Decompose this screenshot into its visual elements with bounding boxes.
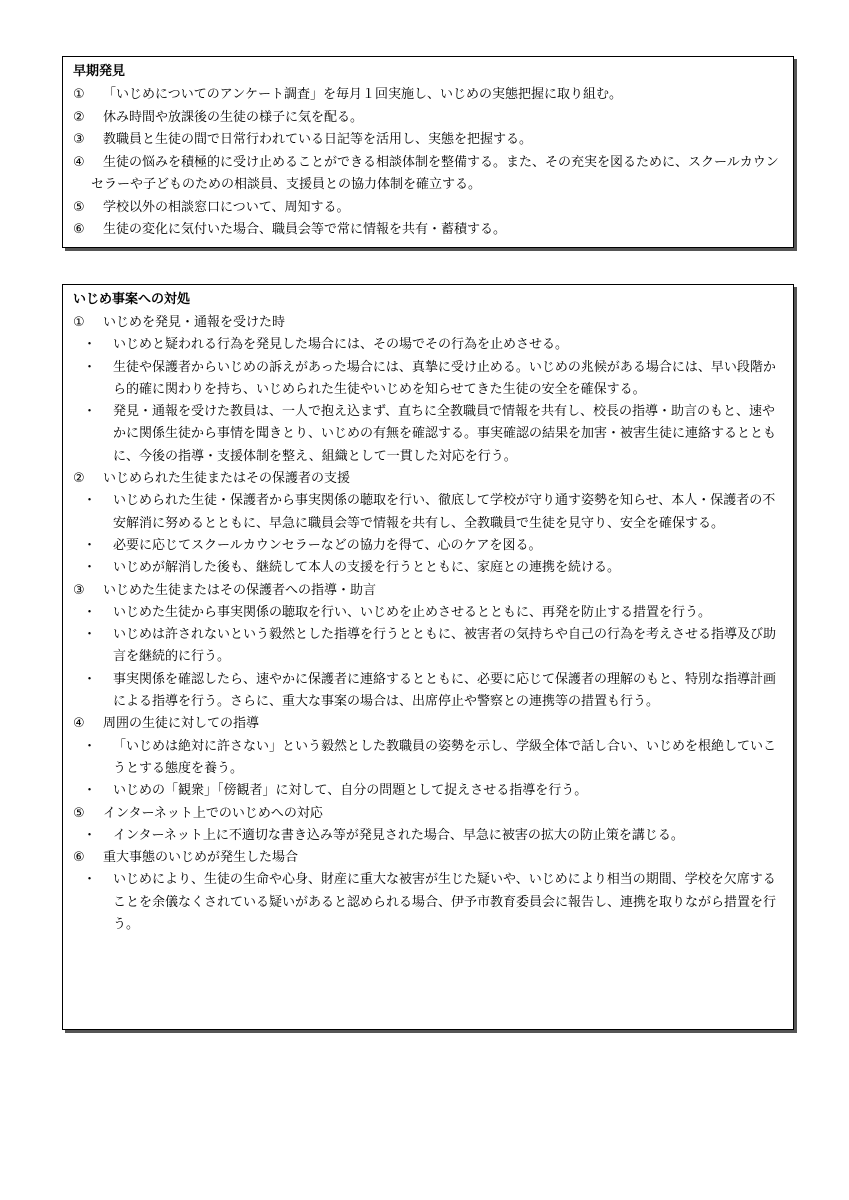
- section-number: ①: [73, 315, 85, 330]
- item-text: 「いじめについてのアンケート調査」を毎月１回実施し、いじめの実態把握に取り組む。: [103, 87, 622, 102]
- early-detection-item: [73, 107, 783, 130]
- early-detection-list: [73, 84, 783, 242]
- section-number: ⑥: [73, 850, 85, 866]
- bullet-text: いじめと疑われる行為を発見した場合には、その場でその行為を止めさせる。: [113, 337, 569, 353]
- section-heading-text: インターネット上でのいじめへの対応: [103, 805, 323, 821]
- response-bullet: [73, 602, 783, 624]
- bullet-mark: ・: [83, 738, 97, 754]
- bullet-mark: ・: [83, 627, 97, 643]
- bullet-text: インターネット上に不適切な書き込み等が発見された場合、早急に被害の拡大の防止策を講じる。: [113, 827, 684, 843]
- response-bullet: [73, 825, 783, 847]
- bullet-text: 事実関係を確認したら、速やかに保護者に連絡するとともに、必要に応じて保護者の理解のもと、特別な指導計画による指導を行う。さらに、重大な事案の場合は、出席停止や警察との連携等の措置も行う。: [113, 671, 777, 710]
- bullet-text: 「いじめは絶対に許さない」という毅然とした教職員の姿勢を示し、学級全体で話し合い、いじめを根絶していこうとする態度を養う。: [113, 738, 777, 776]
- bullet-text: いじめは許されないという毅然とした指導を行うとともに、被害者の気持ちや自己の行為を考えさせる指導及び助言を継続的に行う。: [113, 627, 777, 665]
- bullet-mark: ・: [83, 337, 97, 353]
- bullet-text: 必要に応じてスクールカウンセラーなどの協力を得て、心のケアを図る。: [113, 537, 542, 553]
- bullet-mark: ・: [83, 604, 97, 620]
- bullet-mark: ・: [83, 359, 97, 375]
- early-detection-item: [73, 219, 783, 242]
- item-text: 生徒の変化に気付いた場合、職員会等で常に情報を共有・蓄積する。: [103, 222, 507, 237]
- response-bullet: [73, 780, 783, 802]
- bullet-mark: ・: [83, 827, 97, 843]
- response-box: [62, 284, 794, 1030]
- section-heading-text: 周囲の生徒に対しての指導: [103, 716, 260, 732]
- section-heading-text: いじめた生徒またはその保護者への指導・助言: [103, 582, 377, 598]
- bullet-mark: ・: [83, 783, 97, 799]
- item-number: ②: [73, 109, 85, 125]
- bullet-text: 発見・通報を受けた教員は、一人で抱え込まず、直ちに全教職員で情報を共有し、校長の指導・助言のもと、速やかに関係生徒から事情を聞きとり、いじめの有無を確認する。事実確認の結果を加害・被害生徒に連絡するとともに、今後の指導・支援体制を整え、組織として一貫した対応を行う。: [113, 404, 777, 464]
- bullet-text: いじめにより、生徒の生命や心身、財産に重大な被害が生じた疑いや、いじめにより相当の期間、学校を欠席することを余儀なくされている疑いがあると認められる場合、伊予市教育委員会に報告し、連携を取りながら措置を行う。: [113, 872, 777, 933]
- response-bullet: [73, 557, 783, 579]
- section-number: ④: [73, 716, 85, 732]
- bullet-text: いじめた生徒から事実関係の聴取を行い、いじめを止めさせるとともに、再発を防止する措置を行う。: [113, 604, 712, 620]
- item-number: ⑥: [73, 222, 85, 237]
- response-section-heading: [73, 713, 783, 735]
- item-text: 教職員と生徒の間で日常行われている日記等を活用し、実態を把握する。: [103, 132, 533, 147]
- early-detection-item: [73, 129, 783, 152]
- response-bullet: [73, 334, 783, 356]
- bullet-text: いじめの「観衆」「傍観者」に対して、自分の問題として捉えさせる指導を行う。: [113, 783, 588, 799]
- item-number: ①: [73, 87, 85, 102]
- item-number: ⑤: [73, 199, 85, 215]
- bullet-mark: ・: [83, 872, 97, 888]
- bullet-text: 生徒や保護者からいじめの訴えがあった場合には、真摯に受け止める。いじめの兆候がある場合には、早い段階から的確に関わりを持ち、いじめられた生徒やいじめを知らせてきた生徒の安全を確保する。: [113, 359, 776, 397]
- response-section-heading: [73, 468, 783, 490]
- section-number: ③: [73, 582, 85, 598]
- bullet-mark: ・: [83, 537, 97, 553]
- section-number: ⑤: [73, 805, 85, 821]
- response-bullet: [73, 490, 783, 535]
- response-bullet: [73, 357, 783, 402]
- bullet-text: いじめが解消した後も、継続して本人の支援を行うとともに、家庭との連携を続ける。: [113, 560, 621, 576]
- item-text: 生徒の悩みを積極的に受け止めることができる相談体制を整備する。また、その充実を図るために、スクールカウンセラーや子どものための相談員、支援員との協力体制を確立する。: [91, 154, 779, 192]
- section-heading-text: いじめられた生徒またはその保護者の支援: [103, 471, 351, 487]
- item-text: 学校以外の相談窓口について、周知する。: [103, 199, 350, 215]
- response-bullet: [73, 736, 783, 781]
- response-sections: [73, 312, 783, 936]
- early-detection-item: [73, 152, 783, 197]
- item-number: ④: [73, 154, 85, 170]
- response-section-heading: [73, 847, 783, 869]
- item-text: 休み時間や放課後の生徒の様子に気を配る。: [103, 109, 364, 125]
- response-bullet: [73, 669, 783, 714]
- section-number: ②: [73, 471, 85, 487]
- response-section-heading: [73, 580, 783, 602]
- response-bullet: [73, 869, 783, 936]
- bullet-mark: ・: [83, 560, 97, 576]
- item-number: ③: [73, 132, 85, 147]
- bullet-mark: ・: [83, 671, 97, 687]
- response-bullet: [73, 401, 783, 468]
- section-heading-text: 重大事態のいじめが発生した場合: [103, 850, 299, 866]
- early-detection-title: 早期発見: [73, 64, 126, 79]
- bullet-mark: ・: [83, 493, 97, 509]
- early-detection-box: [62, 56, 794, 248]
- early-detection-item: [73, 197, 783, 220]
- response-bullet: [73, 535, 783, 557]
- response-bullet: [73, 624, 783, 669]
- early-detection-item: [73, 84, 783, 107]
- response-title: いじめ事案への対処: [73, 292, 191, 307]
- response-section-heading: [73, 803, 783, 825]
- bullet-text: いじめられた生徒・保護者から事実関係の聴取を行い、徹底して学校が守り通す姿勢を知らせ、本人・保護者の不安解消に努めるとともに、早急に職員会等で情報を共有し、全教職員で生徒を見守り、安全を確保する。: [113, 493, 776, 531]
- response-section-heading: [73, 312, 783, 334]
- section-heading-text: いじめを発見・通報を受けた時: [103, 315, 286, 330]
- bullet-mark: ・: [83, 404, 97, 420]
